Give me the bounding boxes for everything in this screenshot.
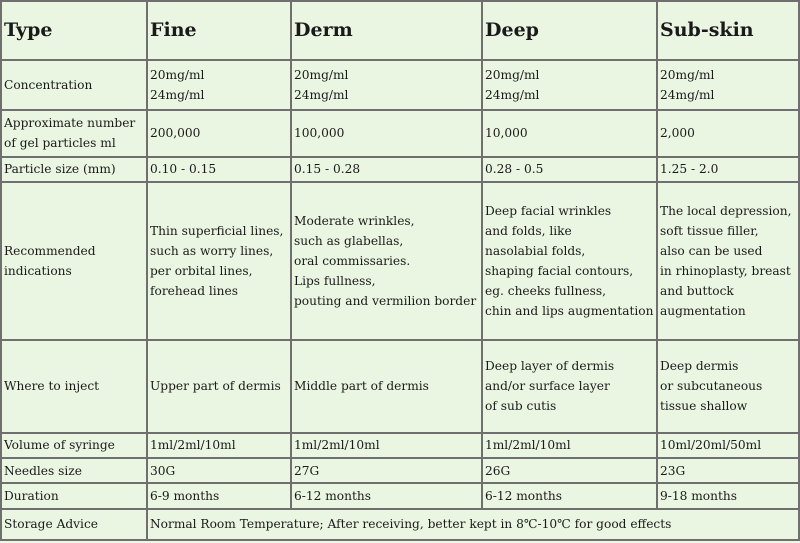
cell-needles-deep: 26G	[482, 458, 657, 483]
cell-duration-derm: 6-12 months	[291, 483, 482, 508]
cell-volume-fine: 1ml/2ml/10ml	[147, 433, 291, 458]
row-duration	[1, 483, 799, 508]
cell-gel-particles-fine: 200,000	[147, 110, 291, 157]
row-label-indications: Recommended indications	[1, 182, 147, 340]
row-label-duration: Duration	[1, 483, 147, 508]
row-label-concentration: Concentration	[1, 60, 147, 111]
cell-needles-sub-skin: 23G	[657, 458, 799, 483]
cell-volume-deep: 1ml/2ml/10ml	[482, 433, 657, 458]
cell-concentration-sub-skin: 20mg/ml 24mg/ml	[657, 60, 799, 111]
cell-gel-particles-derm: 100,000	[291, 110, 482, 157]
cell-needles-fine: 30G	[147, 458, 291, 483]
row-gel-particles	[1, 110, 799, 157]
cell-volume-sub-skin: 10ml/20ml/50ml	[657, 433, 799, 458]
cell-duration-sub-skin: 9-18 months	[657, 483, 799, 508]
cell-duration-deep: 6-12 months	[482, 483, 657, 508]
row-concentration	[1, 60, 799, 111]
cell-indications-derm: Moderate wrinkles, such as glabellas, oral commissaries. Lips fullness, pouting and vermilion border	[291, 182, 482, 340]
row-label-where-to-inject: Where to inject	[1, 340, 147, 433]
cell-inject-fine: Upper part of dermis	[147, 340, 291, 433]
row-indications	[1, 182, 799, 340]
row-label-gel-particles: Approximate number of gel particles ml	[1, 110, 147, 157]
cell-needles-derm: 27G	[291, 458, 482, 483]
header-row	[1, 1, 799, 60]
row-label-storage-advice: Storage Advice	[1, 509, 147, 540]
cell-concentration-derm: 20mg/ml 24mg/ml	[291, 60, 482, 111]
cell-particle-size-derm: 0.15 - 0.28	[291, 157, 482, 182]
header-deep: Deep	[482, 1, 657, 60]
cell-storage-advice: Normal Room Temperature; After receiving, better kept in 8℃-10℃ for good effects	[147, 509, 799, 540]
cell-gel-particles-deep: 10,000	[482, 110, 657, 157]
cell-inject-deep: Deep layer of dermis and/or surface layer of sub cutis	[482, 340, 657, 433]
cell-indications-sub-skin: The local depression, soft tissue filler, also can be used in rhinoplasty, breast and buttock augmentation	[657, 182, 799, 340]
cell-particle-size-deep: 0.28 - 0.5	[482, 157, 657, 182]
header-fine: Fine	[147, 1, 291, 60]
header-sub-skin: Sub-skin	[657, 1, 799, 60]
header-type: Type	[1, 1, 147, 60]
row-particle-size	[1, 157, 799, 182]
cell-particle-size-fine: 0.10 - 0.15	[147, 157, 291, 182]
row-label-volume-of-syringe: Volume of syringe	[1, 433, 147, 458]
cell-indications-deep: Deep facial wrinkles and folds, like nasolabial folds, shaping facial contours, eg. cheeks fullness, chin and lips augmentation	[482, 182, 657, 340]
cell-inject-sub-skin: Deep dermis or subcutaneous tissue shallow	[657, 340, 799, 433]
row-where-to-inject	[1, 340, 799, 433]
cell-inject-derm: Middle part of dermis	[291, 340, 482, 433]
cell-concentration-fine: 20mg/ml 24mg/ml	[147, 60, 291, 111]
row-label-needles-size: Needles size	[1, 458, 147, 483]
row-volume-of-syringe	[1, 433, 799, 458]
header-derm: Derm	[291, 1, 482, 60]
row-needles-size	[1, 458, 799, 483]
cell-concentration-deep: 20mg/ml 24mg/ml	[482, 60, 657, 111]
row-label-particle-size: Particle size (mm)	[1, 157, 147, 182]
cell-indications-fine: Thin superficial lines, such as worry lines, per orbital lines, forehead lines	[147, 182, 291, 340]
cell-gel-particles-sub-skin: 2,000	[657, 110, 799, 157]
cell-duration-fine: 6-9 months	[147, 483, 291, 508]
cell-particle-size-sub-skin: 1.25 - 2.0	[657, 157, 799, 182]
cell-volume-derm: 1ml/2ml/10ml	[291, 433, 482, 458]
row-storage-advice	[1, 509, 799, 540]
